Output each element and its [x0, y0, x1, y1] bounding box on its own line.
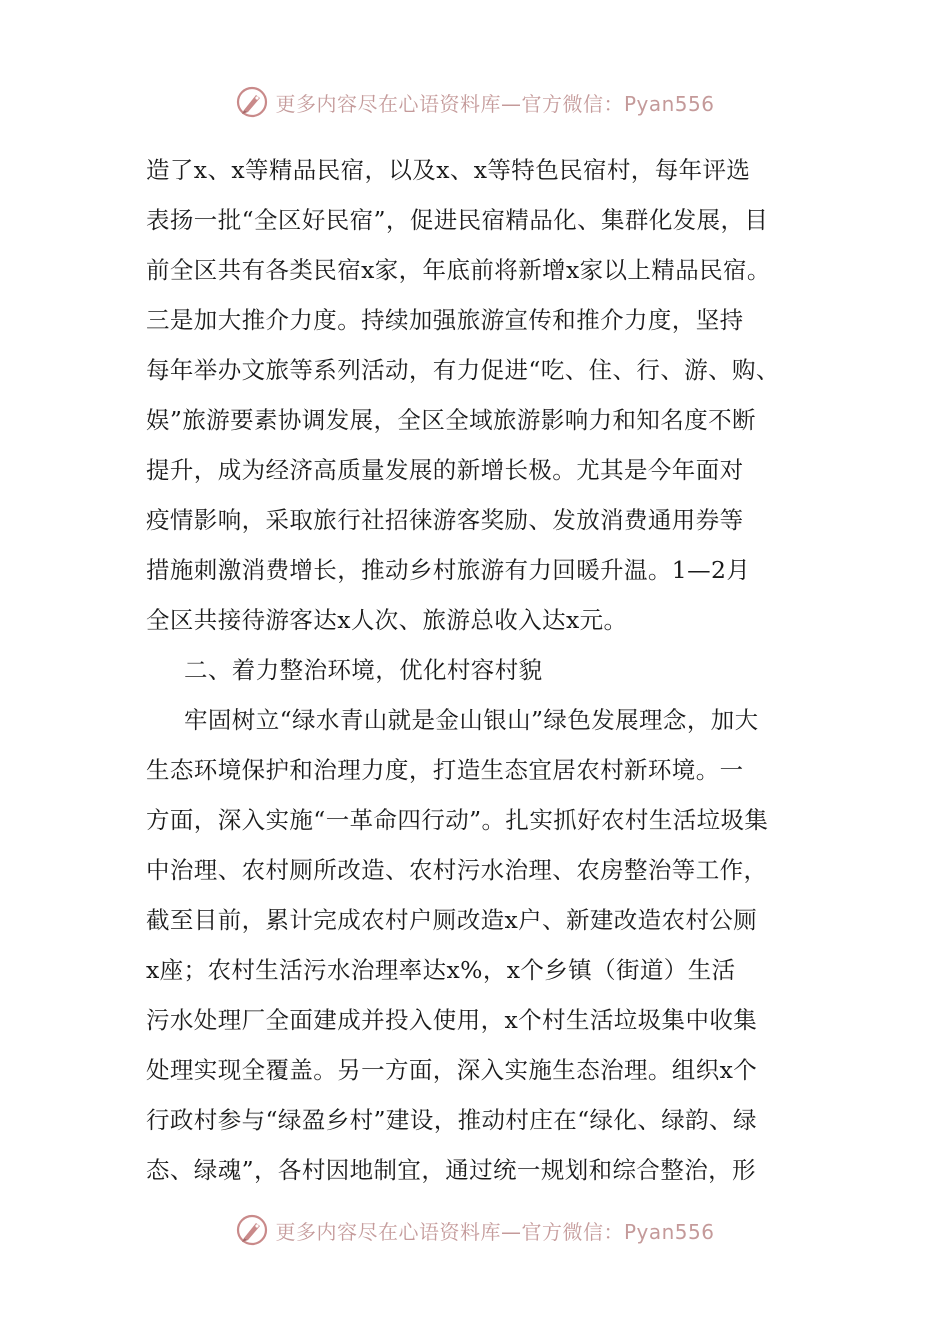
document-body [146, 145, 826, 1195]
text-line: 生态环境保护和治理力度，打造生态宜居农村新环境。一 [146, 756, 744, 784]
watermark-text: 更多内容尽在心语资料库—官方微信：Pyan556 [275, 1219, 715, 1244]
text-line: 三是加大推介力度。持续加强旅游宣传和推介力度，坚持 [146, 306, 744, 334]
watermark-text: 更多内容尽在心语资料库—官方微信：Pyan556 [275, 91, 715, 116]
text-line: 牢固树立“绿水青山就是金山银山”绿色发展理念，加大 [184, 706, 759, 734]
text-line: 表扬一批“全区好民宿”，促进民宿精品化、集群化发展，目 [146, 206, 769, 234]
text-line: 截至目前，累计完成农村户厕改造x户、新建改造农村公厕 [146, 906, 758, 934]
text-line: 造了x、x等精品民宿，以及x、x等特色民宿村，每年评选 [146, 156, 751, 184]
text-line: 全区共接待游客达x人次、旅游总收入达x元。 [146, 606, 628, 634]
pen-nib-logo-icon [235, 1213, 269, 1247]
text-line: 方面，深入实施“一革命四行动”。扎实抓好农村生活垃圾集 [146, 806, 769, 834]
text-line: 提升，成为经济高质量发展的新增长极。尤其是今年面对 [146, 456, 744, 484]
text-line: 疫情影响，采取旅行社招徕游客奖励、发放消费通用券等 [146, 506, 744, 534]
pen-nib-logo-icon [235, 85, 269, 119]
text-line: 处理实现全覆盖。另一方面，深入实施生态治理。组织x个 [146, 1056, 758, 1084]
text-line: 娱”旅游要素协调发展，全区全域旅游影响力和知名度不断 [146, 406, 756, 434]
text-line: 污水处理厂全面建成并投入使用，x个村生活垃圾集中收集 [146, 1006, 758, 1034]
watermark-footer [0, 1210, 950, 1250]
text-line: 行政村参与“绿盈乡村”建设，推动村庄在“绿化、绿韵、绿 [146, 1106, 757, 1134]
text-line: x座；农村生活污水治理率达x%，x个乡镇（街道）生活 [146, 956, 736, 984]
text-line: 前全区共有各类民宿x家，年底前将新增x家以上精品民宿。 [146, 256, 771, 284]
watermark-header [0, 82, 950, 122]
section-heading: 二、着力整治环境，优化村容村貌 [184, 656, 543, 684]
text-line: 每年举办文旅等系列活动，有力促进“吃、住、行、游、购、 [146, 356, 780, 384]
text-line: 态、绿魂”，各村因地制宜，通过统一规划和综合整治，形 [146, 1156, 756, 1184]
text-line: 中治理、农村厕所改造、农村污水治理、农房整治等工作， [146, 856, 768, 884]
text-line: 措施刺激消费增长，推动乡村旅游有力回暖升温。1—2月 [146, 556, 751, 584]
